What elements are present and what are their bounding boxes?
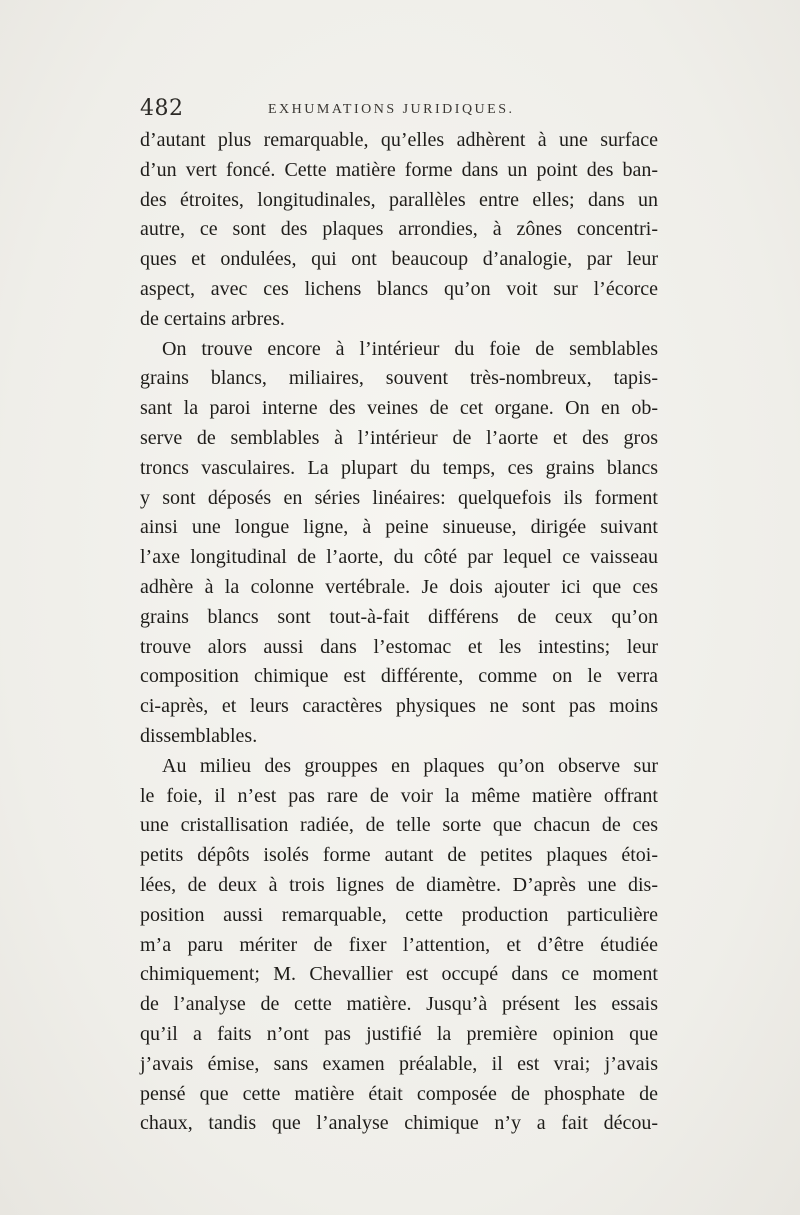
text-line: de certains arbres. [140,307,285,330]
text-line: adhère à la colonne vertébrale. Je dois ajouter ici que ces [140,575,658,598]
text-line: pensé que cette matière était composée de phosphate de [140,1082,658,1105]
running-title: EXHUMATIONS JURIDIQUES. [268,102,515,117]
text-line: j’avais émise, sans examen préalable, il est vrai; j’avais [140,1052,658,1075]
text-line: le foie, il n’est pas rare de voir la même matière offrant [140,784,658,807]
text-line: trouve alors aussi dans l’estomac et les intestins; leur [140,635,658,658]
text-line: autre, ce sont des plaques arrondies, à zônes concentri- [140,218,658,241]
text-line: chaux, tandis que l’analyse chimique n’y a fait décou- [140,1112,658,1135]
text-line: On trouve encore à l’intérieur du foie de semblables [162,337,658,360]
text-line: troncs vasculaires. La plupart du temps, ces grains blancs [140,456,658,479]
text-line: serve de semblables à l’intérieur de l’aorte et des gros [140,426,658,449]
text-line: l’axe longitudinal de l’aorte, du côté par lequel ce vaisseau [140,546,658,569]
text-line: m’a paru mériter de fixer l’attention, et d’être étudiée [140,933,658,956]
text-line: une cristallisation radiée, de telle sorte que chacun de ces [140,814,658,837]
page-header [140,96,660,130]
text-line: qu’il a faits n’ont pas justifié la première opinion que [140,1022,658,1045]
text-line: composition chimique est différente, comme on le verra [140,665,658,688]
text-line: dissemblables. [140,724,258,747]
text-line: aspect, avec ces lichens blancs qu’on voit sur l’écorce [140,277,658,300]
text-line: ainsi une longue ligne, à peine sinueuse, dirigée suivant [140,516,658,539]
text-line: des étroites, longitudinales, parallèles entre elles; dans un [140,188,658,211]
text-line: y sont déposés en séries linéaires: quelquefois ils forment [140,486,658,509]
text-line: Au milieu des grouppes en plaques qu’on observe sur [162,754,658,777]
text-line: position aussi remarquable, cette production particulière [140,903,658,926]
text-line: lées, de deux à trois lignes de diamètre. D’après une dis- [140,873,658,896]
text-line: petits dépôts isolés forme autant de petites plaques étoi- [140,844,658,867]
page-number: 482 [140,96,184,121]
text-line: grains blancs, miliaires, souvent très-nombreux, tapis- [140,367,658,390]
text-line: ques et ondulées, qui ont beaucoup d’analogie, par leur [140,248,658,271]
text-line: d’autant plus remarquable, qu’elles adhèrent à une surface [140,129,658,151]
text-line: grains blancs sont tout-à-fait différens de ceux qu’on [140,605,658,628]
text-line: ci-après, et leurs caractères physiques ne sont pas moins [140,695,658,718]
text-line: sant la paroi interne des veines de cet organe. On en ob- [140,397,658,420]
text-line: chimiquement; M. Chevallier est occupé dans ce moment [140,963,658,986]
body-text [140,126,658,1139]
text-line: de l’analyse de cette matière. Jusqu’à présent les essais [140,993,658,1016]
text-line: d’un vert foncé. Cette matière forme dans un point des ban- [140,158,658,181]
